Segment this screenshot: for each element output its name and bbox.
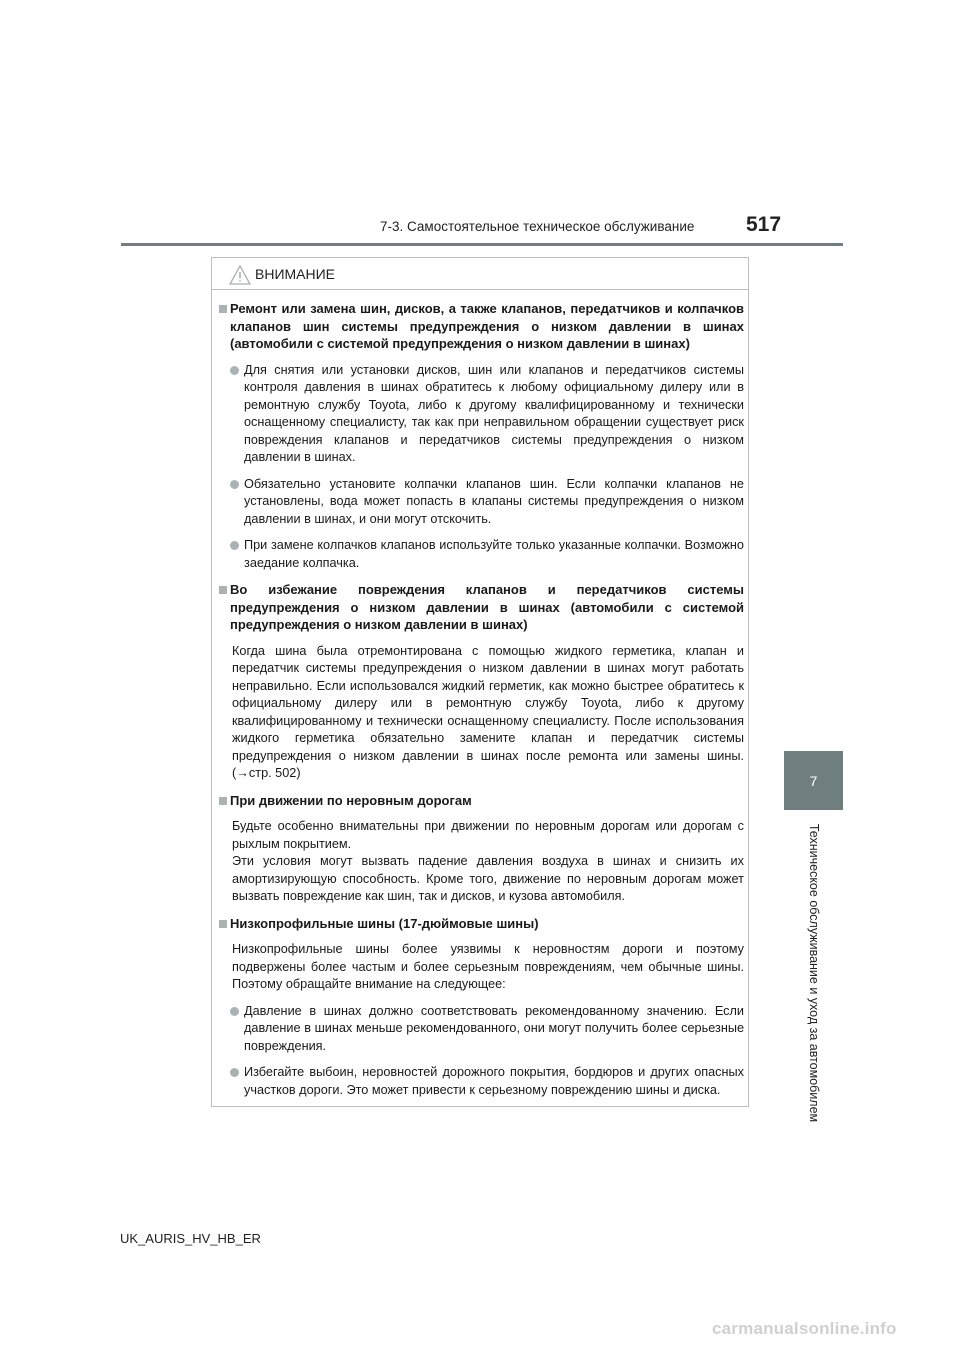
warning-triangle-icon: [229, 265, 251, 285]
bullet-item: [230, 362, 744, 467]
section-square-icon: [219, 797, 227, 805]
bullet-item: [230, 476, 744, 529]
bullet-text: Давление в шинах должно соответствовать рекомендованному значению. Если давление в шинах меньше рекомендованного, они могут получить более серьезные повреждения.: [244, 1003, 744, 1053]
chapter-tab: [784, 751, 843, 810]
caution-label: ВНИМАНИЕ: [255, 266, 336, 282]
section-paragraph: Эти условия могут вызвать падение давления воздуха в шинах и снизить их амортизирующую способность. Кроме того, движение по неровным дорогам может вызвать повреждение как шин, так и дисков, и кузова автомобиля.: [232, 854, 744, 903]
section-paragraph: Будьте особенно внимательны при движении по неровным дорогам или дорогам с рыхлым покрытием.: [232, 819, 744, 851]
bullet-text: Избегайте выбоин, неровностей дорожного покрытия, бордюров и других опасных участков дороги. Это может привести к серьезному повреждению шины и диска.: [244, 1065, 744, 1097]
caution-divider: [212, 289, 748, 290]
bullet-dot-icon: [230, 1068, 239, 1077]
chapter-side-label-text: Техническое обслуживание и уход за автомобилем: [806, 823, 821, 1123]
bullet-text: Для снятия или установки дисков, шин или клапанов и передатчиков системы контроля давления в шинах обратитесь к любому официальному дилеру или в ремонтную службу Toyota, либо к другому квалифицированному и технически оснащенному специалисту, так как при неправильном обращении существует риск повреждения клапанов и передатчиков системы предупреждения о низком давлении в шинах.: [244, 362, 744, 464]
caution-section: [217, 300, 744, 572]
section-square-icon: [219, 920, 227, 928]
document-code: UK_AURIS_HV_HB_ER: [120, 1231, 261, 1246]
watermark: carmanualsonline.info: [712, 1319, 897, 1338]
section-title: При движении по неровным дорогам: [230, 792, 472, 808]
section-square-icon: [219, 586, 227, 594]
bullet-dot-icon: [230, 480, 239, 489]
bullet-item: [230, 1064, 744, 1099]
section-paragraph: Низкопрофильные шины более уязвимы к неровностям дороги и поэтому подвержены более частым и более серьезным повреждениям, чем обычные шины. Поэтому обращайте внимание на следующее:: [232, 942, 744, 991]
caution-section: [217, 792, 744, 906]
bullet-dot-icon: [230, 1007, 239, 1016]
section-title: Во избежание повреждения клапанов и передатчиков системы предупреждения о низком давлении в шинах (автомобили с системой предупреждения о низком давлении в шинах): [230, 582, 744, 632]
section-title: Низкопрофильные шины (17-дюймовые шины): [230, 915, 539, 931]
bullet-item: [230, 537, 744, 572]
page-number: 517: [746, 213, 782, 236]
caution-section: [217, 915, 744, 1100]
chapter-side-label: [784, 815, 843, 1131]
caution-header: [212, 260, 750, 288]
bullet-text: При замене колпачков клапанов используйте только указанные колпачки. Возможно заедание колпачка.: [244, 538, 744, 570]
section-title: Ремонт или замена шин, дисков, а также клапанов, передатчиков и колпачков клапанов шин системы предупреждения о низком давлении в шинах (автомобили с системой предупреждения о низком давлении в шинах): [230, 301, 744, 351]
header-rule: [121, 243, 843, 246]
bullet-dot-icon: [230, 366, 239, 375]
section-paragraph: Когда шина была отремонтирована с помощью жидкого герметика, клапан и передатчик системы предупреждения о низком давлении в шинах могут работать неправильно. Если использовался жидкий герметик, как можно быстрее обратитесь к официальному дилеру или в ремонтную службу Toyota, либо к другому квалифицированному и технически оснащенному специалисту. После использования жидкого герметика обязательно замените клапан и передатчик системы предупреждения о низком давлении в шинах после ремонта или замены шины. (→стр. 502): [232, 643, 744, 780]
chapter-tab-number: 7: [809, 772, 818, 789]
bullet-item: [230, 1003, 744, 1056]
section-square-icon: [219, 305, 227, 313]
caution-box: [211, 257, 749, 1107]
caution-section: [217, 581, 744, 783]
bullet-dot-icon: [230, 541, 239, 550]
chapter-title: 7-3. Самостоятельное техническое обслуживание: [380, 219, 695, 234]
caution-content: [217, 300, 744, 1108]
bullet-text: Обязательно установите колпачки клапанов шин. Если колпачки клапанов не установлены, вода может попасть в клапаны системы предупреждения о низком давлении в шинах, и они могут отскочить.: [244, 476, 744, 526]
